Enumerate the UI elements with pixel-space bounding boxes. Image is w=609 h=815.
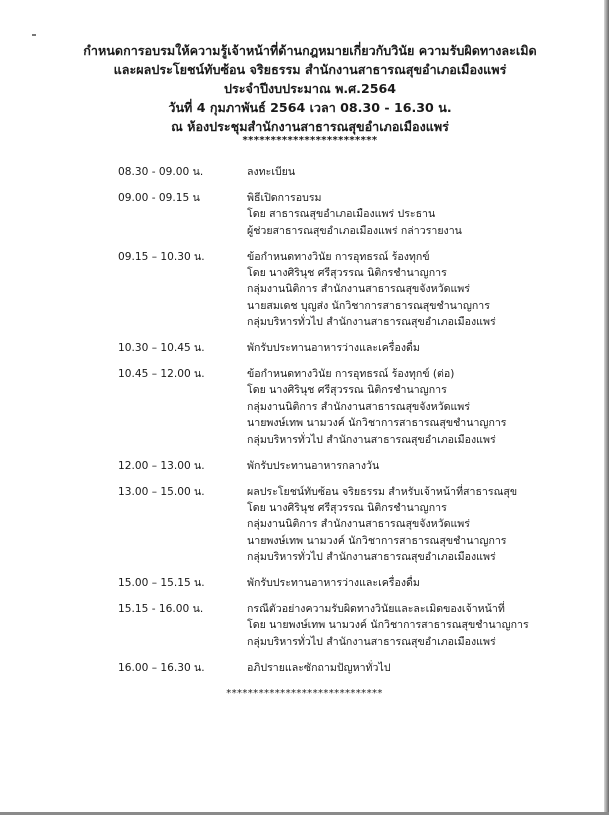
schedule-time: 15.00 – 15.15 น. [118,577,205,590]
schedule-description [247,366,558,448]
schedule-line: กลุ่มงานนิติการ สำนักงานสาธารณสุขจังหวัดแพร่ [247,400,470,413]
schedule-row [118,164,558,180]
schedule-line: กลุ่มงานนิติการ สำนักงานสาธารณสุขจังหวัดแพร่ [247,518,470,531]
schedule-line: กลุ่มบริหารทั่วไป สำนักงานสาธารณสุขอำเภอเมืองแพร่ [247,316,496,329]
schedule-row [118,660,558,676]
schedule-description [247,660,558,676]
schedule-table [118,164,558,686]
schedule-row [118,484,558,566]
schedule-row [118,575,558,591]
schedule-line: พิธีเปิดการอบรม [247,191,322,204]
schedule-line: พักรับประทานอาหารกลางวัน [247,459,380,472]
footer-separator: ***************************** [226,688,383,699]
schedule-line: กลุ่มงานนิติการ สำนักงานสาธารณสุขจังหวัดแพร่ [247,283,470,296]
schedule-line: ผลประโยชน์ทับซ้อน จริยธรรม สำหรับเจ้าหน้าที่สาธารณสุข [247,485,518,498]
schedule-line: กลุ่มบริหารทั่วไป สำนักงานสาธารณสุขอำเภอเมืองแพร่ [247,433,496,446]
schedule-line: พักรับประทานอาหารว่างและเครื่องดื่ม [247,577,420,590]
schedule-time: 16.00 – 16.30 น. [118,661,205,674]
schedule-line: นายสมเดช บุญส่ง นักวิชาการสาธารณสุขชำนาญการ [247,299,490,312]
schedule-line: ลงทะเบียน [247,166,296,178]
schedule-description [247,190,558,239]
header-separator: ************************ [242,135,378,146]
schedule-time: 10.45 – 12.00 น. [118,368,205,381]
header-title-line-1: กำหนดการอบรมให้ความรู้เจ้าหน้าที่ด้านกฎหมายเกี่ยวกับวินัย ความรับผิดทางละเมิด [83,43,537,58]
schedule-row [118,366,558,448]
schedule-line: โดย นางศิรินุช ศรีสุวรรณ นิติกรชำนาญการ [247,267,447,280]
schedule-time: 09.15 – 10.30 น. [118,250,205,263]
schedule-line: โดย นางศิรินุช ศรีสุวรรณ นิติกรชำนาญการ [247,501,447,514]
schedule-line: นายพงษ์เทพ นามวงค์ นักวิชาการสาธารณสุขชำนาญการ [247,534,507,547]
schedule-line: กลุ่มบริหารทั่วไป สำนักงานสาธารณสุขอำเภอเมืองแพร่ [247,635,496,648]
header-venue: ณ ห้องประชุมสำนักงานสาธารณสุขอำเภอเมืองแพร่ [171,119,449,134]
schedule-line: โดย สาธารณสุขอำเภอเมืองแพร่ ประธาน [247,208,436,221]
schedule-time: 15.15 - 16.00 น. [118,602,204,615]
schedule-line: นายพงษ์เทพ นามวงค์ นักวิชาการสาธารณสุขชำนาญการ [247,417,507,430]
schedule-time: 12.00 – 13.00 น. [118,459,205,472]
schedule-line: ข้อกำหนดทางวินัย การอุทธรณ์ ร้องทุกข์ [247,250,430,263]
schedule-time: 10.30 – 10.45 น. [118,342,205,355]
header-fiscal-year: ประจำปีงบประมาณ พ.ศ.2564 [224,81,396,96]
schedule-description [247,575,558,591]
schedule-line: ผู้ช่วยสาธารณสุขอำเภอเมืองแพร่ กล่าวรายงาน [247,224,462,237]
schedule-description [247,601,558,650]
scan-speck [32,34,36,36]
schedule-time: 13.00 – 15.00 น. [118,485,205,498]
schedule-description [247,340,558,356]
header-date-time: วันที่ 4 กุมภาพันธ์ 2564 เวลา 08.30 - 16.30 น. [168,100,452,115]
schedule-description [247,458,558,474]
schedule-row [118,249,558,331]
schedule-time: 08.30 - 09.00 น. [118,166,204,178]
schedule-line: กลุ่มบริหารทั่วไป สำนักงานสาธารณสุขอำเภอเมืองแพร่ [247,551,496,564]
schedule-row [118,190,558,239]
schedule-description [247,249,558,331]
schedule-row [118,340,558,356]
schedule-time: 09.00 - 09.15 น [118,191,200,204]
header-title-line-2: และผลประโยชน์ทับซ้อน จริยธรรม สำนักงานสาธารณสุขอำเภอเมืองแพร่ [113,62,507,77]
schedule-row [118,601,558,650]
document-header [60,41,560,146]
schedule-line: โดย นางศิรินุช ศรีสุวรรณ นิติกรชำนาญการ [247,384,447,397]
schedule-description [247,484,558,566]
schedule-line: กรณีตัวอย่างความรับผิดทางวินัยและละเมิดของเจ้าหน้าที่ [247,602,505,615]
schedule-line: ข้อกำหนดทางวินัย การอุทธรณ์ ร้องทุกข์ (ต่อ) [247,368,455,381]
schedule-description [247,164,558,180]
schedule-line: พักรับประทานอาหารว่างและเครื่องดื่ม [247,342,420,355]
schedule-line: อภิปรายและซักถามปัญหาทั่วไป [247,661,391,674]
schedule-line: โดย นายพงษ์เทพ นามวงค์ นักวิชาการสาธารณสุขชำนาญการ [247,619,529,632]
schedule-row [118,458,558,474]
